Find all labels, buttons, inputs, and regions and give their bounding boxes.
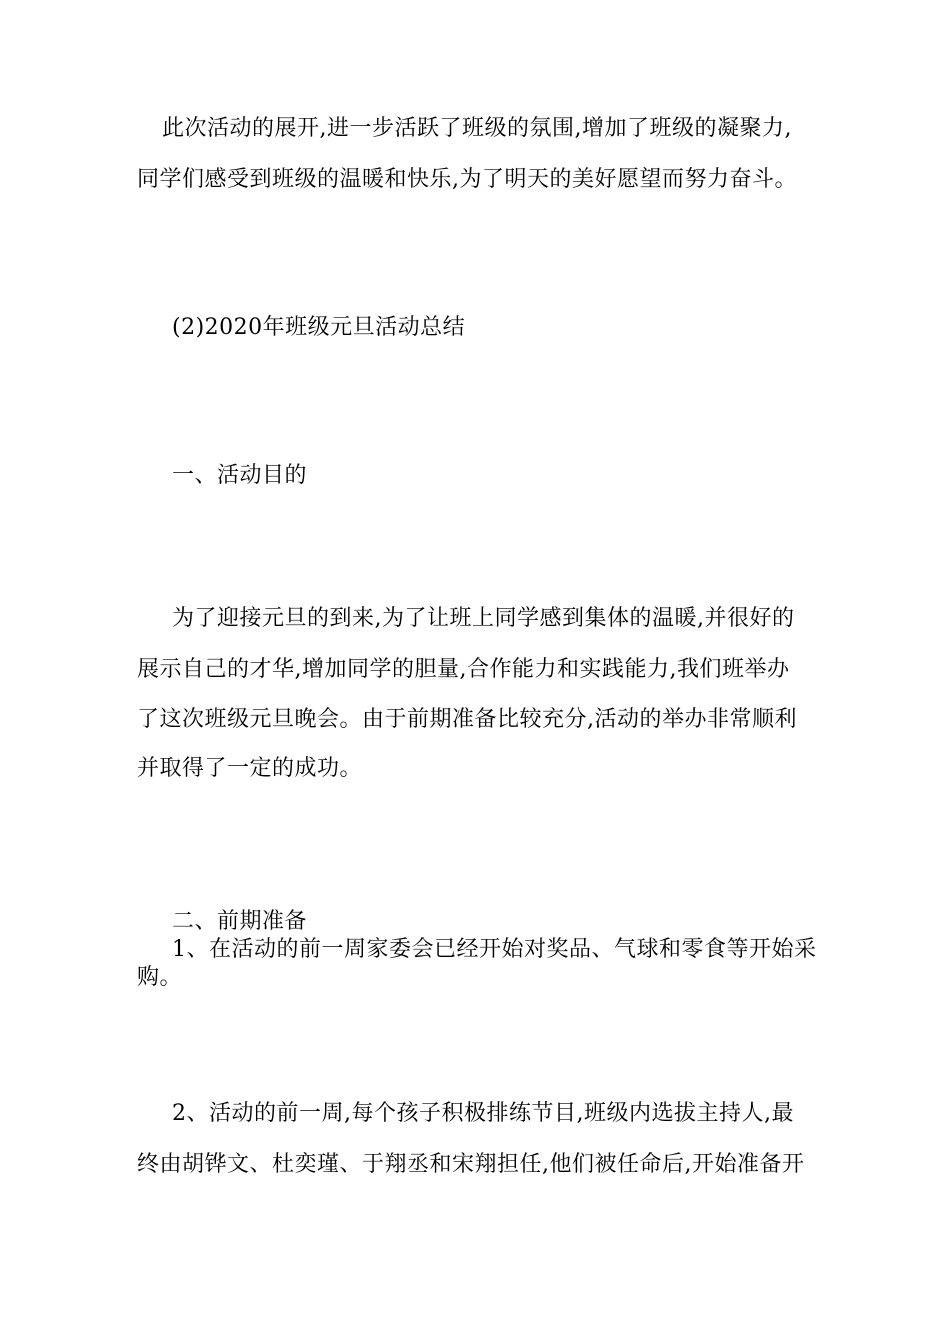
item-2-line-2: 终由胡铧文、杜奕瑾、于翔丞和宋翔担任,他们被任命后,开始准备开 xyxy=(137,1152,805,1177)
item-1-line-1: 1、在活动的前一周家委会已经开始对奖品、气球和零食等开始采 xyxy=(172,937,817,962)
heading-preparation: 二、前期准备 xyxy=(172,909,308,934)
paragraph-2-line-1: 为了迎接元旦的到来,为了让班上同学感到集体的温暖,并很好的 xyxy=(172,606,795,631)
item-1-line-2: 购。 xyxy=(137,965,183,990)
item-2-line-1: 2、活动的前一周,每个孩子积极排练节目,班级内选拔主持人,最 xyxy=(172,1101,794,1126)
paragraph-1-line-2: 同学们感受到班级的温暖和快乐,为了明天的美好愿望而努力奋斗。 xyxy=(137,167,797,192)
section-title: (2)2020年班级元旦活动总结 xyxy=(172,315,466,340)
paragraph-2-line-2: 展示自己的才华,增加同学的胆量,合作能力和实践能力,我们班举办 xyxy=(137,657,790,682)
paragraph-2-line-3: 了这次班级元旦晚会。由于前期准备比较充分,活动的举办非常顺利 xyxy=(137,707,797,732)
paragraph-2-line-4: 并取得了一定的成功。 xyxy=(137,756,363,781)
paragraph-1-line-1: 此次活动的展开,进一步活跃了班级的氛围,增加了班级的凝聚力, xyxy=(162,116,792,141)
heading-activity-purpose: 一、活动目的 xyxy=(172,463,308,488)
